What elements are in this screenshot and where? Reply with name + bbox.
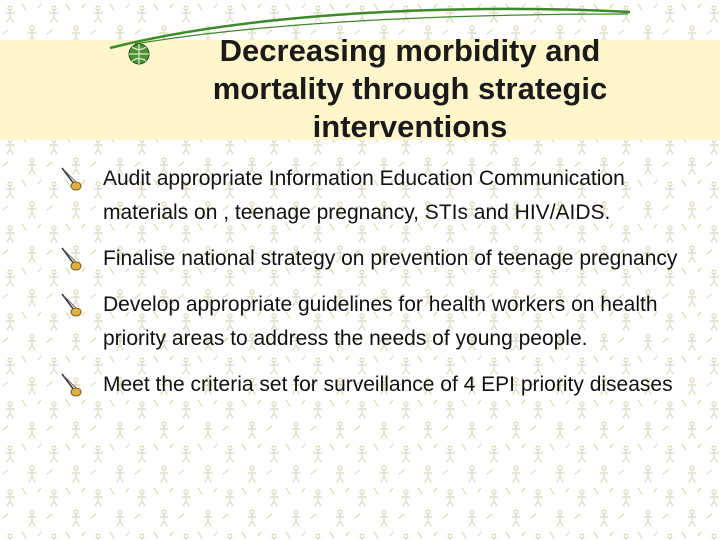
bullet-text: Finalise national strategy on prevention of teenage pregnancy: [103, 247, 678, 270]
pencil-bullet-icon: [58, 166, 88, 192]
pencil-bullet-icon: [58, 372, 88, 398]
bullet-item: [58, 368, 698, 402]
bullet-item: [58, 288, 698, 356]
bullet-item: [58, 162, 698, 230]
bullet-list: [58, 162, 698, 412]
bullet-text: Develop appropriate guidelines for health workers on health priority areas to address the needs of young people.: [103, 293, 658, 350]
bullet-text: Meet the criteria set for surveillance of 4 EPI priority diseases: [103, 373, 673, 396]
pencil-bullet-icon: [58, 292, 88, 318]
green-globe-icon: [127, 42, 151, 66]
slide-title: Decreasing morbidity and mortality through strategic interventions: [212, 33, 608, 145]
pencil-bullet-icon: [58, 246, 88, 272]
bullet-text: Audit appropriate Information Education Communication materials on , teenage pregnancy, STIs and HIV/AIDS.: [103, 167, 625, 224]
bullet-item: [58, 242, 698, 276]
